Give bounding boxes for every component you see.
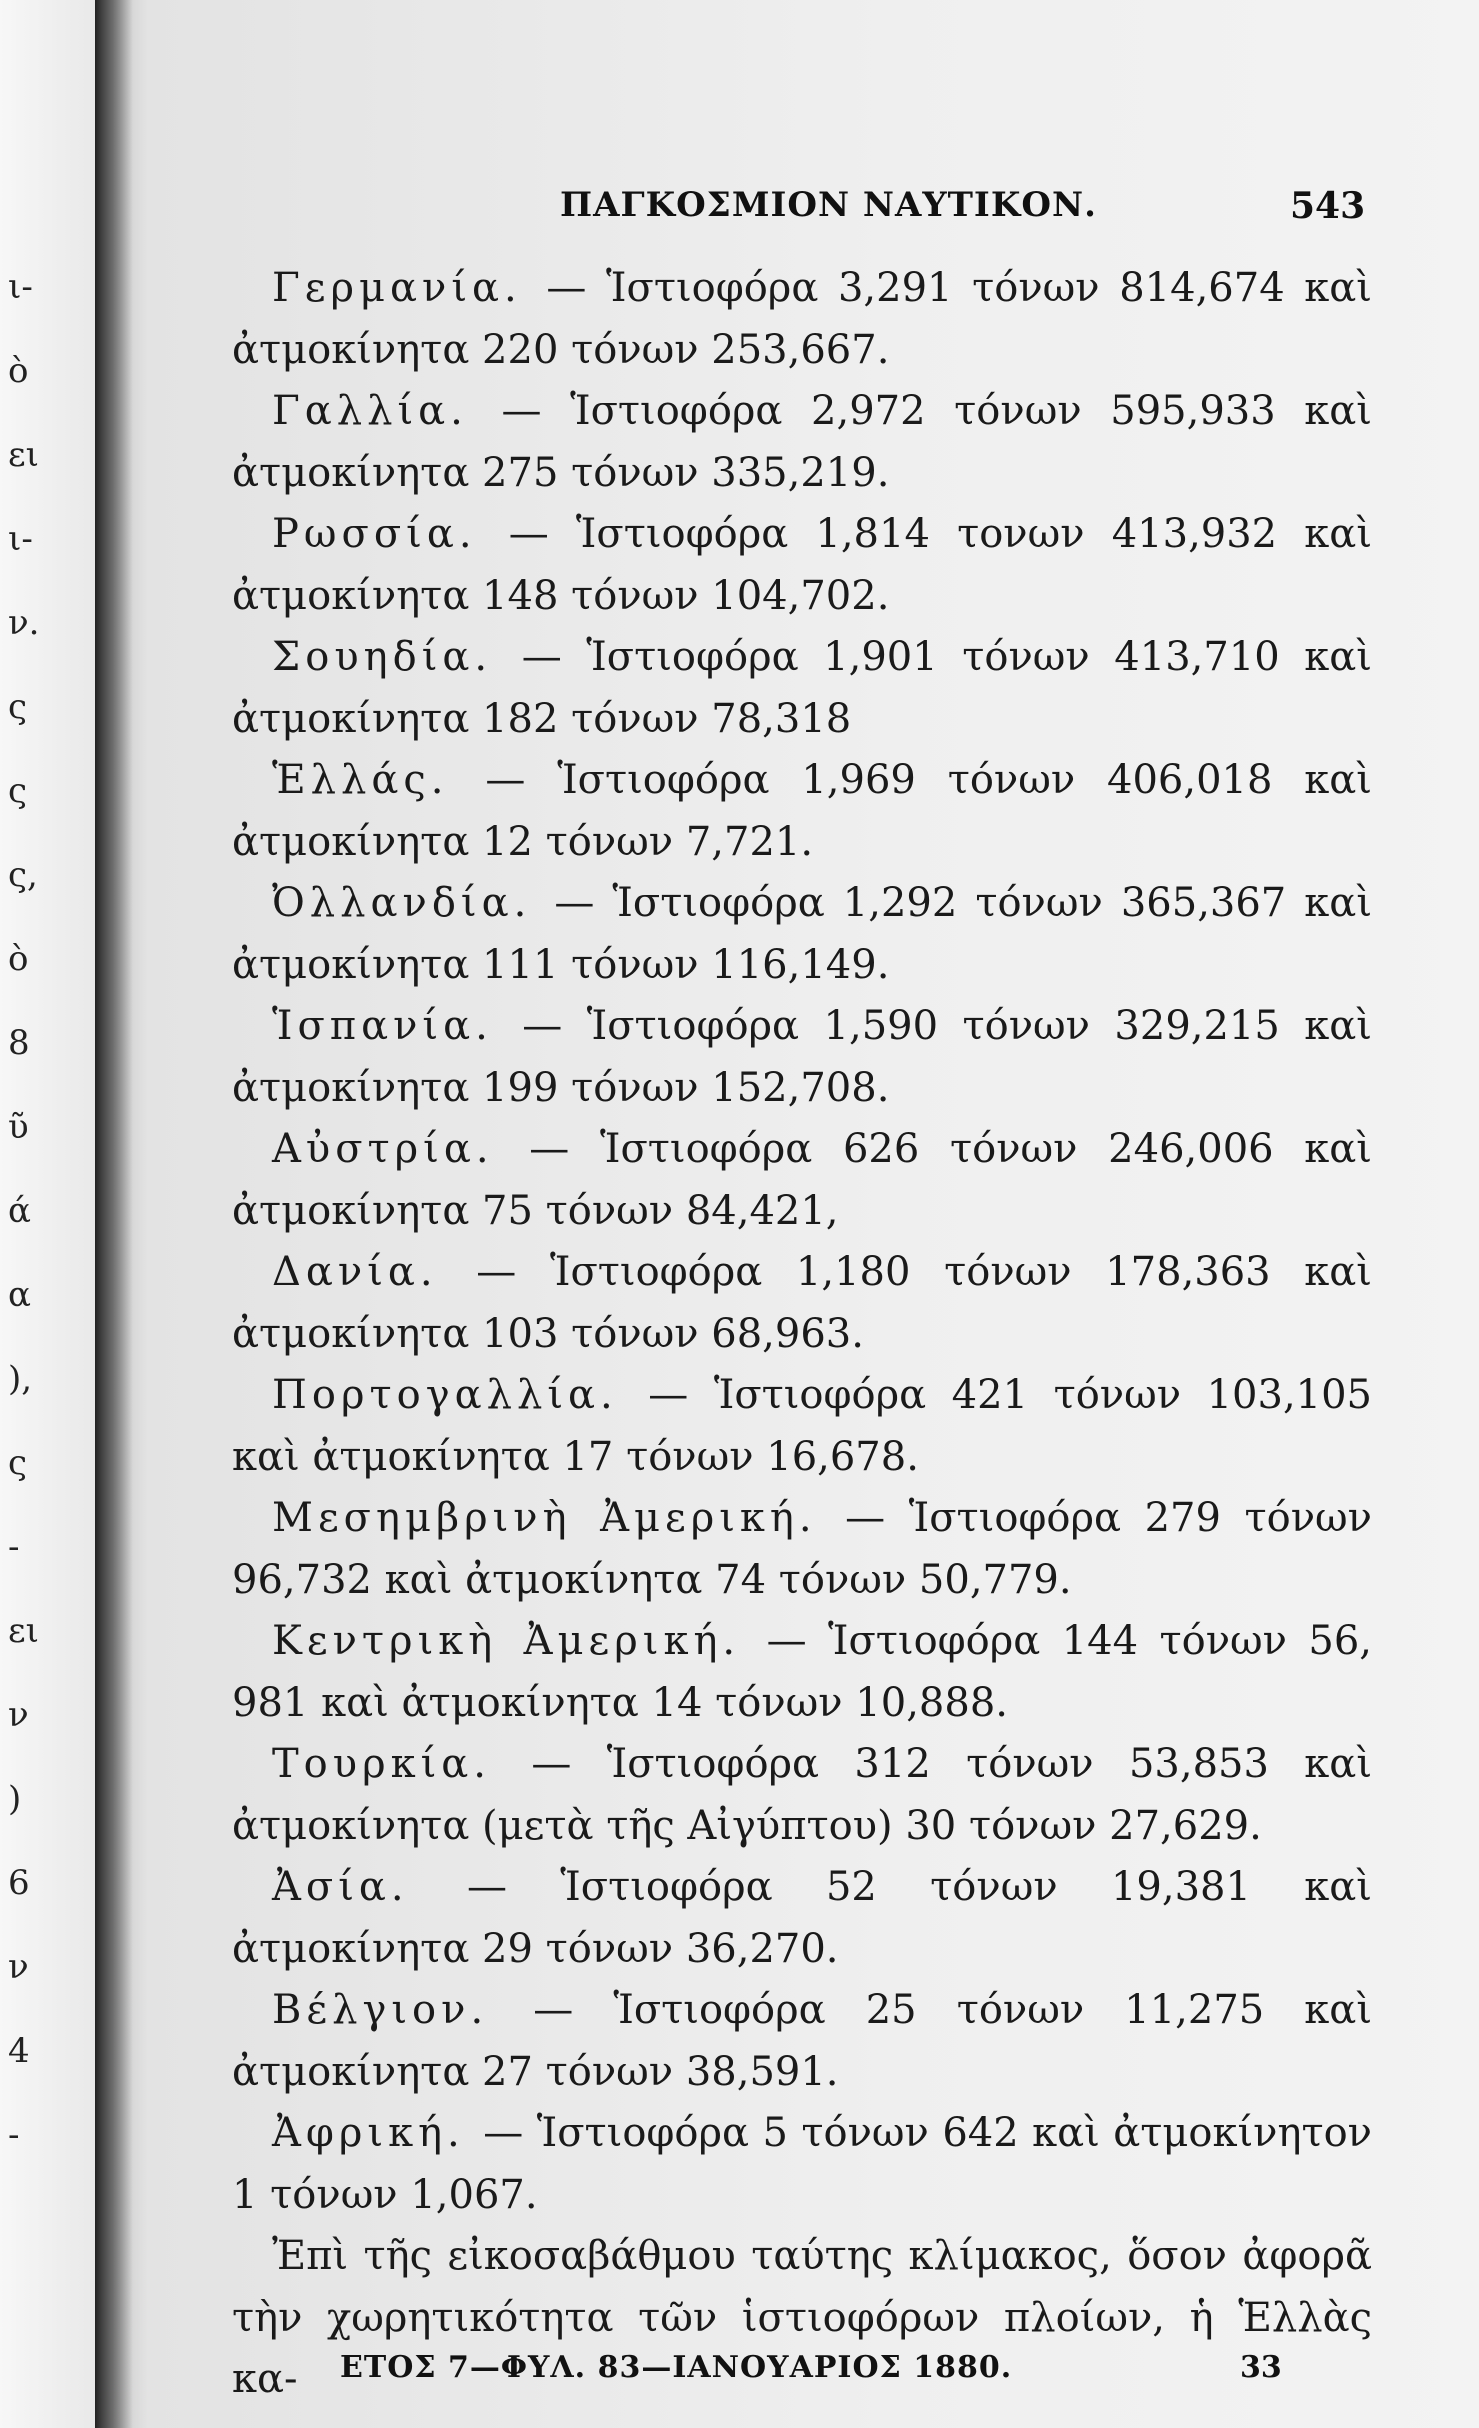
adjacent-page-edge bbox=[0, 0, 95, 2428]
facing-page-fragment: ν bbox=[8, 1695, 29, 1735]
entry-text: — Ἱστιοφόρα 25 τόνων 11,275 καὶ ἀτμοκίνητα 27 τόνων 38,591. bbox=[232, 1987, 1372, 2095]
entry-text: — Ἱστιοφόρα 1,969 τόνων 406,018 καὶ ἀτμοκίνητα 12 τόνων 7,721. bbox=[232, 757, 1372, 865]
facing-page-fragment: ι- bbox=[8, 267, 33, 307]
running-title: ΠΑΓΚΟΣΜΙΟΝ ΝΑΥΤΙΚΟΝ. bbox=[560, 185, 1097, 225]
list-item bbox=[232, 996, 1372, 1119]
page-number: 543 bbox=[1290, 185, 1366, 227]
entry-text: — Ἱστιοφόρα 626 τόνων 246,006 καὶ ἀτμοκίνητα 75 τόνων 84,421, bbox=[232, 1126, 1372, 1234]
country-name: Ὀλλανδία. bbox=[272, 880, 555, 926]
list-item bbox=[232, 873, 1372, 996]
country-name: Κεντρικὴ Ἀμερική. bbox=[272, 1618, 767, 1664]
country-name: Μεσημβρινὴ Ἀμερική. bbox=[272, 1495, 846, 1541]
country-name: Τουρκία. bbox=[272, 1741, 532, 1787]
entry-text: — Ἱστιοφόρα 2,972 τόνων 595,933 καὶ ἀτμοκίνητα 275 τόνων 335,219. bbox=[232, 388, 1372, 496]
facing-page-fragment: - bbox=[8, 1527, 20, 1567]
facing-page-fragment: ς, bbox=[8, 855, 38, 895]
list-item bbox=[232, 381, 1372, 504]
sheet-number: 33 bbox=[1240, 2350, 1282, 2385]
facing-page-fragment: ) bbox=[8, 1779, 22, 1819]
entry-text: — Ἱστιοφόρα 421 τόνων 103,105 καὶ ἀτμοκίνητα 17 τόνων 16,678. bbox=[232, 1372, 1373, 1480]
list-item bbox=[232, 1734, 1372, 1857]
country-name: Βέλγιον. bbox=[272, 1987, 534, 2033]
closing-paragraph: Ἐπὶ τῆς εἰκοσαβάθμου ταύτης κλίμακος, ὅσον ἀφορᾶ τὴν χωρητικότητα τῶν ἱστιοφόρων πλοίων, ἡ Ἑλλὰς κα- bbox=[232, 2233, 1372, 2402]
text-column bbox=[232, 258, 1372, 2411]
country-name: Σουηδία. bbox=[272, 634, 522, 680]
list-item bbox=[232, 1242, 1372, 1365]
entry-text: — Ἱστιοφόρα 52 τόνων 19,381 καὶ ἀτμοκίνητα 29 τόνων 36,270. bbox=[232, 1864, 1372, 1972]
list-item bbox=[232, 1857, 1372, 1980]
facing-page-fragment: 6 bbox=[8, 1863, 30, 1903]
list-item bbox=[232, 1119, 1372, 1242]
country-name: Γερμανία. bbox=[272, 265, 547, 311]
list-item bbox=[232, 1488, 1372, 1611]
entry-text: — Ἱστιοφόρα 3,291 τόνων 814,674 καὶ ἀτμοκίνητα 220 τόνων 253,667. bbox=[232, 265, 1372, 373]
entry-text: — Ἱστιοφόρα 1,292 τόνων 365,367 καὶ ἀτμοκίνητα 111 τόνων 116,149. bbox=[232, 880, 1372, 988]
list-item bbox=[232, 258, 1372, 381]
facing-page-fragment: ῦ bbox=[8, 1107, 29, 1147]
country-name: Ἀσία. bbox=[272, 1864, 467, 1910]
country-name: Ἱσπανία. bbox=[272, 1003, 523, 1049]
country-name: Δανία. bbox=[272, 1249, 477, 1295]
list-item bbox=[232, 1611, 1372, 1734]
entry-text: — Ἱστιοφόρα 5 τόνων 642 καὶ ἀτμοκίνητον 1 τόνων 1,067. bbox=[232, 2110, 1372, 2218]
facing-page-fragment: ν. bbox=[8, 603, 40, 643]
facing-page-fragment: ς bbox=[8, 1443, 28, 1483]
book-gutter-shadow bbox=[95, 0, 133, 2428]
facing-page-fragment: ὸ bbox=[8, 939, 29, 979]
printer-signature: ΕΤΟΣ 7—ΦΥΛ. 83—ΙΑΝΟΥΑΡΙΟΣ 1880. bbox=[340, 2350, 1013, 2385]
country-name: Αὐστρία. bbox=[272, 1126, 530, 1172]
facing-page-fragment: - bbox=[8, 2115, 20, 2155]
entry-text: — Ἱστιοφόρα 1,180 τόνων 178,363 καὶ ἀτμοκίνητα 103 τόνων 68,963. bbox=[232, 1249, 1372, 1357]
entry-text: — Ἱστιοφόρα 312 τόνων 53,853 καὶ ἀτμοκίνητα (μετὰ τῆς Αἰγύπτου) 30 τόνων 27,629. bbox=[232, 1741, 1372, 1849]
facing-page-fragment: ς bbox=[8, 687, 28, 727]
country-name: Ἀφρική. bbox=[272, 2110, 484, 2156]
entry-text: — Ἱστιοφόρα 1,901 τόνων 413,710 καὶ ἀτμοκίνητα 182 τόνων 78,318 bbox=[232, 634, 1372, 742]
entry-text: — Ἱστιοφόρα 1,590 τόνων 329,215 καὶ ἀτμοκίνητα 199 τόνων 152,708. bbox=[232, 1003, 1372, 1111]
country-name: Ρωσσία. bbox=[272, 511, 509, 557]
facing-page-fragment: ν bbox=[8, 1947, 29, 1987]
facing-page-fragment: ), bbox=[8, 1359, 33, 1399]
facing-page-fragment: ι- bbox=[8, 519, 33, 559]
list-item bbox=[232, 1365, 1372, 1488]
facing-page-fragment: ὸ bbox=[8, 351, 29, 391]
list-item bbox=[232, 627, 1372, 750]
country-name: Γαλλία. bbox=[272, 388, 502, 434]
entry-text: — Ἱστιοφόρα 144 τόνων 56, 981 καὶ ἀτμοκίνητα 14 τόνων 10,888. bbox=[232, 1618, 1372, 1726]
country-name: Ἑλλάς. bbox=[272, 757, 486, 803]
list-item bbox=[232, 504, 1372, 627]
list-item bbox=[232, 1980, 1372, 2103]
country-name: Πορτογαλλία. bbox=[272, 1372, 649, 1418]
list-item bbox=[232, 2103, 1372, 2226]
facing-page-fragment: α bbox=[8, 1275, 31, 1315]
list-item bbox=[232, 750, 1372, 873]
facing-page-fragment: ει bbox=[8, 435, 39, 475]
facing-page-fragment: ς bbox=[8, 771, 28, 811]
facing-page-fragment: 8 bbox=[8, 1023, 30, 1063]
facing-page-fragment: 4 bbox=[8, 2031, 30, 2071]
entry-text: — Ἱστιοφόρα 279 τόνων 96,732 καὶ ἀτμοκίνητα 74 τόνων 50,779. bbox=[232, 1495, 1372, 1603]
facing-page-fragment: ά bbox=[8, 1191, 31, 1231]
entry-text: — Ἱστιοφόρα 1,814 τονων 413,932 καὶ ἀτμοκίνητα 148 τόνων 104,702. bbox=[232, 511, 1372, 619]
facing-page-fragment: ει bbox=[8, 1611, 39, 1651]
